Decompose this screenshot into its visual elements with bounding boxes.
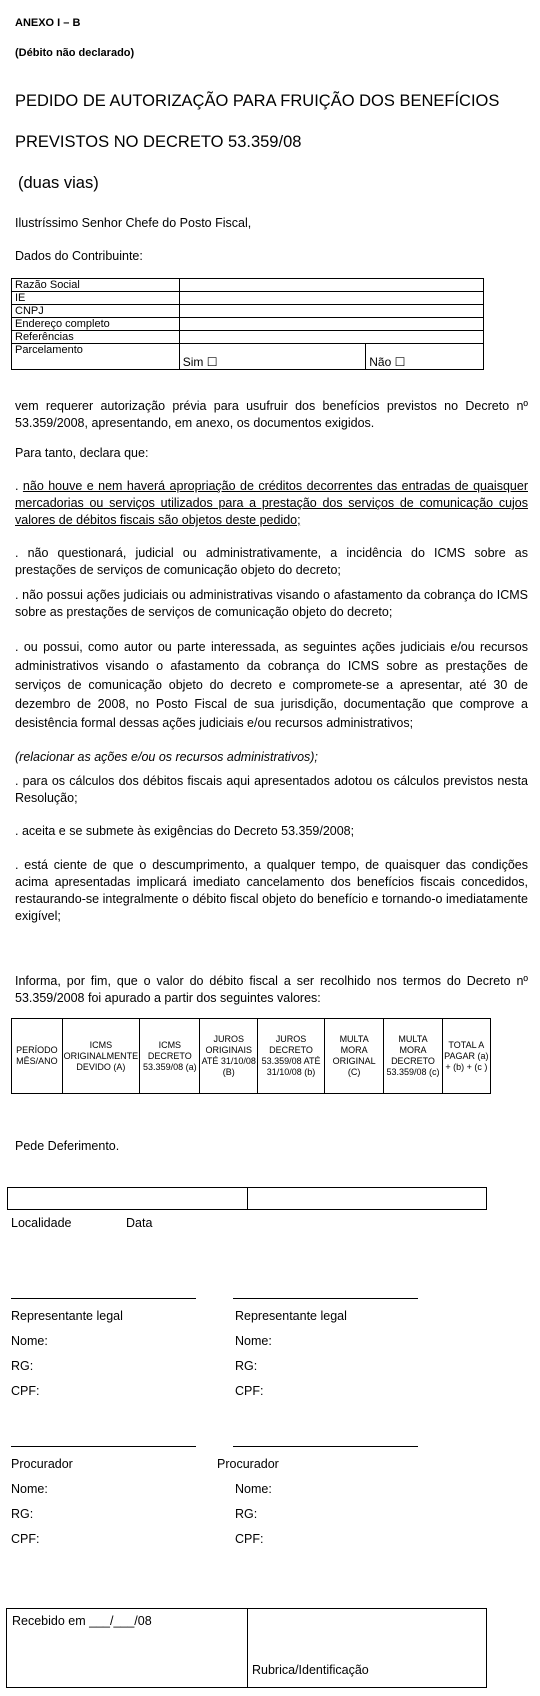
rg-label: RG: <box>235 1507 258 1521</box>
field-value-cell[interactable] <box>179 331 483 344</box>
cpf-label: CPF: <box>11 1532 40 1546</box>
header-interest-decree: JUROS DECRETO 53.359/08 ATÉ 31/10/08 (b) <box>258 1019 325 1094</box>
header-icms-decree: ICMS DECRETO 53.359/08 (a) <box>140 1019 200 1094</box>
field-value-cell[interactable] <box>179 279 483 292</box>
header-fine-original: MULTA MORA ORIGINAL (C) <box>325 1019 384 1094</box>
declaration-7: . está ciente de que o descumprimento, a qualquer tempo, de quaisquer das condições acima apresentadas implicará imediato cancelamento dos benefícios fiscais concedidos, restaurando-se integralmente o débito fiscal objeto do benefício e tornando-o imediatamente exigível; <box>15 858 528 923</box>
salutation: Ilustríssimo Senhor Chefe do Posto Fiscal, <box>15 216 252 230</box>
values-table <box>11 1018 491 1094</box>
initials-label: Rubrica/Identificação <box>252 1663 369 1677</box>
declaration-2: . não questionará, judicial ou administrativamente, a incidência do ICMS sobre as prestações de serviços de comunicação objeto do decreto; <box>15 546 528 577</box>
received-date-field[interactable]: Recebido em ___/___/08 <box>12 1614 152 1628</box>
closing-text: Pede Deferimento. <box>15 1139 120 1153</box>
declaration-1-text: não houve e nem haverá apropriação de créditos decorrentes das entradas de quaisquer mercadorias ou serviços utilizados para a prestação dos serviços de comunicação cujos valores de débitos fiscais são objetos deste pedido; <box>15 479 528 527</box>
declares-intro: Para tanto, declara que: <box>15 446 149 460</box>
header-period: PERÍODO MÊS/ANO <box>12 1019 63 1094</box>
annex-label: ANEXO I – B <box>15 17 81 29</box>
inform-paragraph: Informa, por fim, que o valor do débito fiscal a ser recolhido nos termos do Decreto nº 53.359/2008 foi apurado a partir dos seguintes valores: <box>15 974 528 1005</box>
copies-note: (duas vias) <box>18 174 99 192</box>
signature-line[interactable] <box>233 1298 418 1299</box>
cpf-label: CPF: <box>235 1384 264 1398</box>
installment-no-cell[interactable] <box>366 344 484 370</box>
installment-yes-cell[interactable] <box>179 344 366 370</box>
attorney-label: Procurador <box>217 1457 279 1471</box>
signature-line[interactable] <box>11 1298 196 1299</box>
header-interest-original: JUROS ORIGINAIS ATÉ 31/10/08 (B) <box>200 1019 258 1094</box>
request-paragraph: vem requerer autorização prévia para usufruir dos benefícios previstos no Decreto nº 53.359/2008, apresentando, em anexo, os documentos exigidos. <box>15 399 528 430</box>
field-value-cell[interactable] <box>179 318 483 331</box>
rg-label: RG: <box>11 1507 34 1521</box>
declaration-3: . não possui ações judiciais ou administrativas visando o afastamento da cobrança do ICMS sobre as prestações de serviços de comunicação objeto do decreto; <box>15 588 528 619</box>
installment-no-checkbox[interactable]: Não ☐ <box>369 355 406 369</box>
cpf-label: CPF: <box>11 1384 40 1398</box>
declaration-1 <box>15 478 528 529</box>
title-line-2: PREVISTOS NO DECRETO 53.359/08 <box>15 133 302 151</box>
name-label: Nome: <box>11 1334 48 1348</box>
installment-yes-checkbox[interactable]: Sim ☐ <box>182 355 218 369</box>
declaration-1-bullet: . <box>15 479 23 493</box>
header-icms-original: ICMS ORIGINALMENTE DEVIDO (A) <box>62 1019 140 1094</box>
header-total: TOTAL A PAGAR (a) + (b) + (c ) <box>442 1019 490 1094</box>
attorney-label: Procurador <box>11 1457 73 1471</box>
annex-subtitle: (Débito não declarado) <box>15 47 135 59</box>
field-value-cell[interactable] <box>179 305 483 318</box>
field-label: Parcelamento <box>12 344 180 370</box>
declaration-5: . para os cálculos dos débitos fiscais aqui apresentados adotou os cálculos previstos nesta Resolução; <box>15 774 528 805</box>
field-label: Referências <box>12 331 180 344</box>
signature-line[interactable] <box>233 1446 418 1447</box>
header-fine-decree: MULTA MORA DECRETO 53.359/08 (c) <box>384 1019 442 1094</box>
field-label: Endereço completo <box>12 318 180 331</box>
taxpayer-table <box>11 278 484 370</box>
cpf-label: CPF: <box>235 1532 264 1546</box>
rg-label: RG: <box>235 1359 258 1373</box>
declaration-4: . ou possui, como autor ou parte interessada, as seguintes ações judiciais e/ou recursos administrativos visando o afastamento da cobrança do ICMS sobre as prestações de serviços de comunicação objeto do decreto e compromete-se a apresentar, até 30 de dezembro de 2008, no Posto Fiscal de sua jurisdição, documentação que comprove a desistência formal dessas ações judiciais e/ou recursos administrativos; <box>15 640 528 730</box>
legal-rep-label: Representante legal <box>11 1309 123 1323</box>
name-label: Nome: <box>235 1334 272 1348</box>
name-label: Nome: <box>235 1482 272 1496</box>
title-line-1: PEDIDO DE AUTORIZAÇÃO PARA FRUIÇÃO DOS BENEFÍCIOS <box>15 92 500 110</box>
taxpayer-heading: Dados do Contribuinte: <box>15 249 143 263</box>
place-date-divider <box>247 1187 248 1210</box>
declaration-4-note: (relacionar as ações e/ou os recursos administrativos); <box>15 750 318 764</box>
signature-line[interactable] <box>11 1446 196 1447</box>
date-label: Data <box>126 1216 153 1230</box>
field-label: IE <box>12 292 180 305</box>
place-label: Localidade <box>11 1216 72 1230</box>
field-value-cell[interactable] <box>179 292 483 305</box>
declaration-6: . aceita e se submete às exigências do Decreto 53.359/2008; <box>15 824 355 838</box>
legal-rep-label: Representante legal <box>235 1309 347 1323</box>
rg-label: RG: <box>11 1359 34 1373</box>
receipt-divider <box>247 1608 248 1688</box>
field-label: Razão Social <box>12 279 180 292</box>
name-label: Nome: <box>11 1482 48 1496</box>
field-label: CNPJ <box>12 305 180 318</box>
